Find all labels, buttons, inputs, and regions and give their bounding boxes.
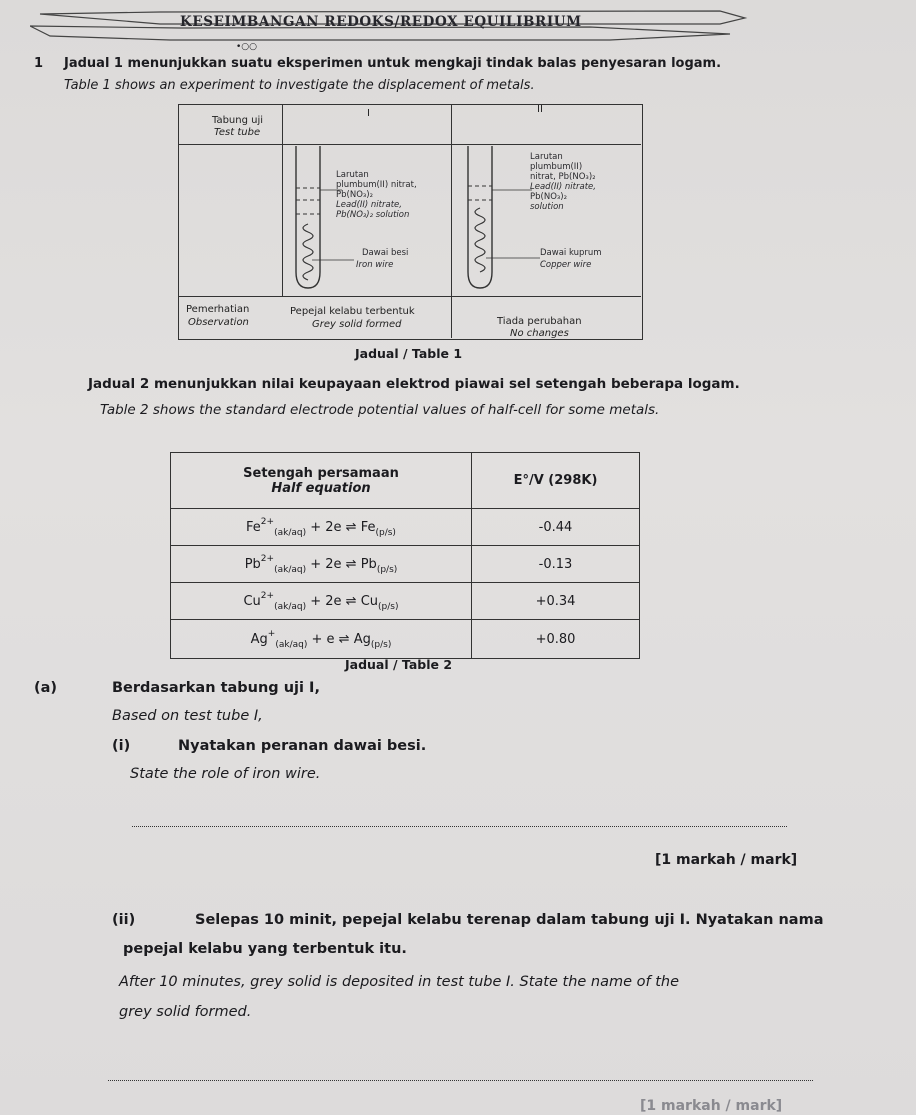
table1-col2-label: II	[537, 104, 543, 115]
part-i-label: (i)	[112, 738, 131, 754]
tube2-wire-ms: Dawai kuprum	[540, 248, 602, 258]
part-i-question-en: State the role of iron wire.	[130, 766, 321, 782]
tube2-solution-label: Larutan plumbum(II) nitrat, Pb(NO₃)₂ Lead(II) nitrate, Pb(NO₃)₂ solution	[530, 152, 596, 212]
observation-1-ms: Pepejal kelabu terbentuk	[290, 306, 415, 317]
table1-header-en: Test tube	[214, 127, 261, 138]
table2-row	[171, 620, 640, 659]
part-ii-question-ms-1: Selepas 10 minit, pepejal kelabu terenap dalam tabung uji I. Nyatakan nama	[195, 912, 824, 928]
tube1-wire-en: Iron wire	[356, 260, 394, 270]
table1-caption: Jadual / Table 1	[355, 346, 463, 361]
part-ii-mark: [1 markah / mark]	[640, 1098, 783, 1114]
part-ii-label: (ii)	[112, 912, 136, 928]
part-i-mark: [1 markah / mark]	[655, 852, 798, 868]
tube2-wire-en: Copper wire	[540, 260, 592, 270]
question-number: 1	[34, 56, 44, 71]
part-a-title-en: Based on test tube I,	[112, 708, 263, 724]
table1-header-divider	[178, 144, 641, 145]
tube1-wire-ms: Dawai besi	[362, 248, 409, 258]
table2-head-potential: E°/V (298K)	[472, 453, 640, 509]
table2-value-pb: -0.13	[472, 546, 640, 583]
table2-intro-ms: Jadual 2 menunjukkan nilai keupayaan elektrod piawai sel setengah beberapa logam.	[88, 376, 740, 392]
question-intro-en: Table 1 shows an experiment to investigate the displacement of metals.	[64, 78, 535, 93]
table2-equation-cu: $Cu^{2+}_{(ak/aq)} + 2e$ ⇌ $Cu_{(p/s)}$	[171, 583, 472, 620]
table1-col-divider-a	[282, 104, 283, 296]
part-i-question-ms: Nyatakan peranan dawai besi.	[178, 738, 427, 754]
table1-col1-label: I	[367, 108, 370, 119]
table2-equation-ag: $Ag^+_{(ak/aq)} + e$ ⇌ $Ag_{(p/s)}$	[171, 620, 472, 659]
table1-header-ms: Tabung uji	[212, 115, 264, 126]
table2-value-fe: -0.44	[472, 509, 640, 546]
table2-row	[171, 546, 640, 583]
part-ii-question-en-2: grey solid formed.	[119, 1004, 252, 1020]
part-ii-question-ms-2: pepejal kelabu yang terbentuk itu.	[123, 941, 407, 957]
tube1-solution-label: Larutan plumbum(II) nitrat, Pb(NO₃)₂ Lead(II) nitrate, Pb(NO₃)₂ solution	[336, 170, 417, 220]
decorative-dots: •○○	[236, 42, 258, 52]
table2-row	[171, 509, 640, 546]
observation-label-ms: Pemerhatian	[186, 304, 250, 315]
part-ii-question-en-1: After 10 minutes, grey solid is deposited in test tube I. State the name of the	[119, 974, 680, 990]
table2-head-equation: Setengah persamaan Half equation	[171, 453, 472, 509]
table2-equation-fe: $Fe^{2+}_{(ak/aq)} + 2e$ ⇌ $Fe_{(p/s)}$	[171, 509, 472, 546]
observation-2-ms: Tiada perubahan	[497, 316, 582, 327]
table2-equation-pb: $Pb^{2+}_{(ak/aq)} + 2e$ ⇌ $Pb_{(p/s)}$	[171, 546, 472, 583]
part-i-answer-line[interactable]	[132, 826, 787, 827]
observation-1-en: Grey solid formed	[312, 319, 402, 330]
table2-row	[171, 583, 640, 620]
table2-value-cu: +0.34	[472, 583, 640, 620]
question-intro-ms: Jadual 1 menunjukkan suatu eksperimen untuk mengkaji tindak balas penyesaran logam.	[64, 56, 722, 71]
part-a-label: (a)	[34, 680, 58, 696]
test-tube-1-diagram	[286, 146, 452, 294]
table2-caption: Jadual / Table 2	[345, 657, 453, 672]
table2	[170, 452, 640, 659]
table2-intro-en: Table 2 shows the standard electrode potential values of half-cell for some metals.	[100, 402, 660, 418]
observation-label-en: Observation	[188, 317, 249, 328]
header-title: KESEIMBANGAN REDOKS/REDOX EQUILIBRIUM	[180, 14, 582, 30]
observation-2-en: No changes	[510, 328, 569, 339]
part-a-title-ms: Berdasarkan tabung uji I,	[112, 680, 320, 696]
part-ii-answer-line[interactable]	[108, 1080, 813, 1081]
table2-value-ag: +0.80	[472, 620, 640, 659]
table2-header-row	[171, 453, 640, 509]
